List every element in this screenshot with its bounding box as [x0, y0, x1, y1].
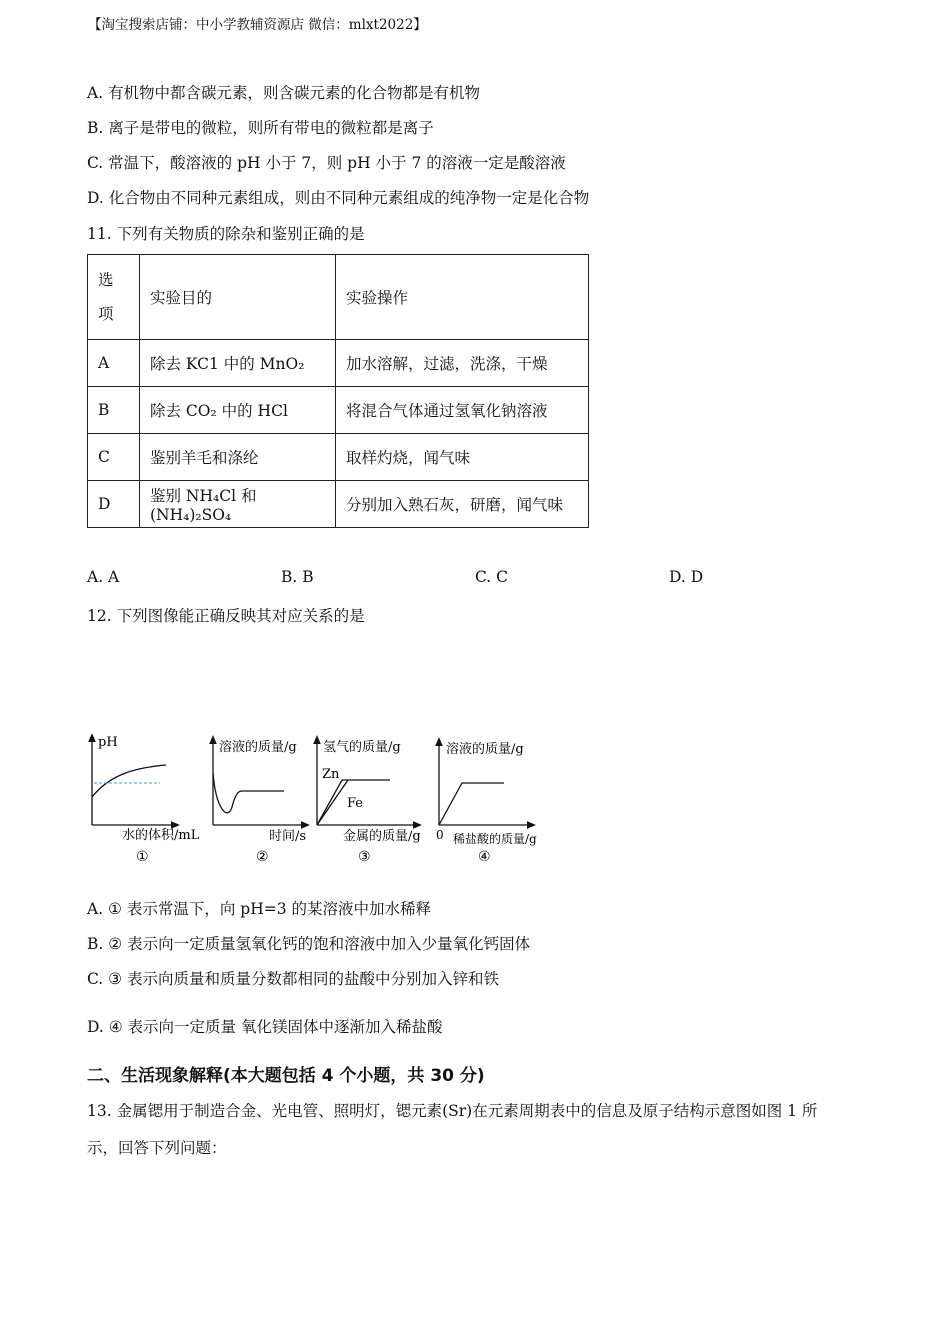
q13-line1: 13. 金属锶用于制造合金、光电管、照明灯，锶元素(Sr)在元素周期表中的信息及原子结构示意图如图 1 所: [87, 1102, 818, 1120]
row-option: C: [88, 434, 140, 481]
graph4-origin: 0: [436, 828, 444, 842]
graph-4: [436, 741, 537, 865]
row-operation: 分别加入熟石灰，研磨，闻气味: [336, 481, 589, 528]
q10-option-d: D. 化合物由不同种元素组成，则由不同种元素组成的纯净物一定是化合物: [87, 189, 590, 207]
row-purpose: 鉴别羊毛和涤纶: [140, 434, 336, 481]
q12-stem: 12. 下列图像能正确反映其对应关系的是: [87, 607, 365, 625]
q12-option-c: C. ③ 表示向质量和质量分数都相同的盐酸中分别加入锌和铁: [87, 970, 499, 988]
row-operation: 取样灼烧，闻气味: [336, 434, 589, 481]
table-row: [88, 481, 589, 528]
section-title: 二、生活现象解释(本大题包括 4 个小题，共 30 分): [87, 1066, 485, 1086]
row-option: A: [88, 340, 140, 387]
q12-graphs: [80, 725, 560, 870]
graph3-zn-label: Zn: [322, 767, 340, 782]
graph3-number: ③: [358, 849, 371, 865]
graph4-number: ④: [478, 849, 491, 865]
header-operation: 实验操作: [336, 255, 589, 340]
graph-2: [213, 739, 306, 865]
page-header: 【淘宝搜索店铺：中小学教辅资源店 微信：mlxt2022】: [88, 17, 427, 33]
graph1-xlabel: 水的体积/mL: [122, 828, 200, 843]
graph2-ylabel: 溶液的质量/g: [219, 740, 297, 755]
graph4-curve: [439, 783, 504, 825]
q11-choice-c: C. C: [475, 568, 509, 586]
table-header-row: [88, 255, 589, 340]
graph1-curve: [92, 765, 166, 797]
q13-line2: 示，回答下列问题：: [87, 1139, 227, 1157]
graph2-curve: [213, 773, 284, 813]
q11-choice-d: D. D: [669, 568, 704, 586]
graph3-xlabel: 金属的质量/g: [343, 829, 421, 844]
q11-table: [87, 254, 589, 528]
row-purpose: 除去 KC1 中的 MnO₂: [140, 340, 336, 387]
table-row: [88, 340, 589, 387]
row-purpose: 鉴别 NH₄Cl 和(NH₄)₂SO₄: [140, 481, 336, 528]
graph1-ylabel: pH: [98, 735, 118, 750]
row-option: B: [88, 387, 140, 434]
header-sel-char2: 项: [98, 305, 114, 323]
q11-choice-b: B. B: [281, 568, 314, 586]
q12-option-b: B. ② 表示向一定质量氢氧化钙的饱和溶液中加入少量氧化钙固体: [87, 935, 531, 953]
graph-3: [317, 739, 421, 865]
q10-option-c: C. 常温下，酸溶液的 pH 小于 7，则 pH 小于 7 的溶液一定是酸溶液: [87, 154, 566, 172]
q10-option-a: A. 有机物中都含碳元素，则含碳元素的化合物都是有机物: [87, 84, 481, 102]
row-operation: 将混合气体通过氢氧化钠溶液: [336, 387, 589, 434]
graph1-number: ①: [136, 849, 149, 865]
q12-option-d: D. ④ 表示向一定质量 氧化镁固体中逐渐加入稀盐酸: [87, 1018, 443, 1036]
q11-stem: 11. 下列有关物质的除杂和鉴别正确的是: [87, 225, 365, 243]
q10-option-b: B. 离子是带电的微粒，则所有带电的微粒都是离子: [87, 119, 434, 137]
table-row: [88, 387, 589, 434]
table-row: [88, 434, 589, 481]
header-option-cell: [88, 255, 140, 340]
q12-option-a: A. ① 表示常温下，向 pH=3 的某溶液中加水稀释: [87, 900, 432, 918]
q11-choice-a: A. A: [87, 568, 120, 586]
graph4-ylabel: 溶液的质量/g: [446, 742, 524, 757]
graph2-number: ②: [256, 849, 269, 865]
graph3-ylabel: 氢气的质量/g: [323, 740, 401, 755]
row-option: D: [88, 481, 140, 528]
graph4-xlabel: 稀盐酸的质量/g: [453, 832, 537, 846]
row-operation: 加水溶解，过滤，洗涤，干燥: [336, 340, 589, 387]
row-purpose: 除去 CO₂ 中的 HCl: [140, 387, 336, 434]
header-purpose: 实验目的: [140, 255, 336, 340]
graph3-fe-line: [317, 780, 348, 825]
graph3-fe-label: Fe: [347, 796, 364, 811]
graph2-xlabel: 时间/s: [269, 829, 307, 844]
graph-1: [92, 735, 200, 865]
header-sel-char1: 选: [98, 271, 114, 289]
